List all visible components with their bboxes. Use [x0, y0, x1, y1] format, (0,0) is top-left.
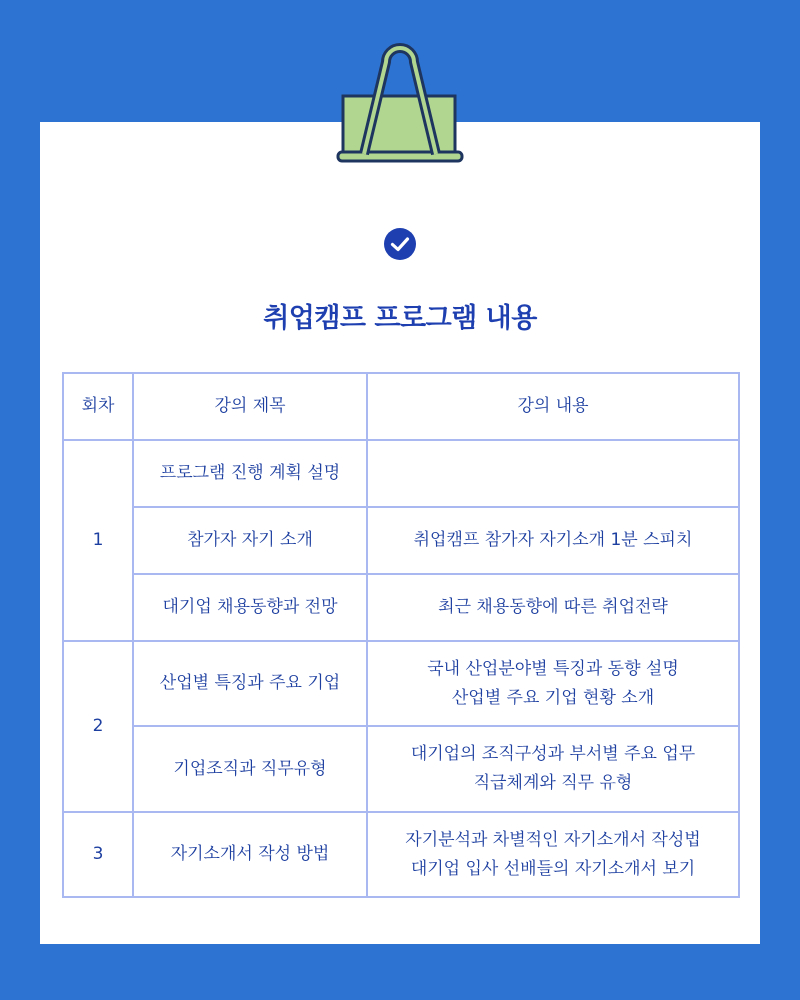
table-row: [63, 812, 739, 897]
lecture-content-line: 취업캠프 참가자 자기소개 1분 스피치: [413, 530, 693, 550]
binder-clip-icon: [336, 36, 464, 166]
lecture-content-cell: [367, 812, 739, 897]
lecture-content-line: 최근 채용동향에 따른 취업전략: [438, 597, 668, 617]
lecture-content-cell: [367, 641, 739, 726]
lecture-title-cell: 프로그램 진행 계획 설명: [133, 440, 367, 507]
lecture-content-line: 산업별 주요 기업 현황 소개: [451, 687, 655, 708]
header-lecture-title: 강의 제목: [133, 373, 367, 440]
lecture-content-cell: [367, 574, 739, 641]
lecture-content-cell: [367, 726, 739, 812]
table-row: [63, 641, 739, 726]
table-row: [63, 726, 739, 812]
table-row: [63, 507, 739, 574]
lecture-content-line: 대기업의 조직구성과 부서별 주요 업무: [410, 744, 696, 764]
lecture-content-line: 국내 산업분야별 특징과 동향 설명: [427, 658, 679, 679]
lecture-title-cell: 기업조직과 직무유형: [133, 726, 367, 812]
lecture-content-cell: [367, 440, 739, 507]
check-circle-icon: [383, 227, 417, 261]
page-title: 취업캠프 프로그램 내용: [263, 303, 537, 334]
lecture-title-cell: 참가자 자기 소개: [133, 507, 367, 574]
table-header-row: [63, 373, 739, 440]
lecture-content-cell: [367, 507, 739, 574]
header-lecture-content: 강의 내용: [367, 373, 739, 440]
lecture-content-line: 대기업 입사 선배들의 자기소개서 보기: [410, 858, 696, 879]
session-number: 1: [63, 440, 133, 641]
header-session: 회차: [63, 373, 133, 440]
table-row: [63, 440, 739, 507]
lecture-title-cell: 대기업 채용동향과 전망: [133, 574, 367, 641]
table-row: [63, 574, 739, 641]
lecture-content-line: 직급체계와 직무 유형: [473, 773, 633, 793]
session-number: 2: [63, 641, 133, 812]
lecture-title-cell: 산업별 특징과 주요 기업: [133, 641, 367, 726]
session-number: 3: [63, 812, 133, 897]
lecture-title-cell: 자기소개서 작성 방법: [133, 812, 367, 897]
program-table: [62, 372, 740, 898]
lecture-content-line: 자기분석과 차별적인 자기소개서 작성법: [405, 829, 701, 850]
